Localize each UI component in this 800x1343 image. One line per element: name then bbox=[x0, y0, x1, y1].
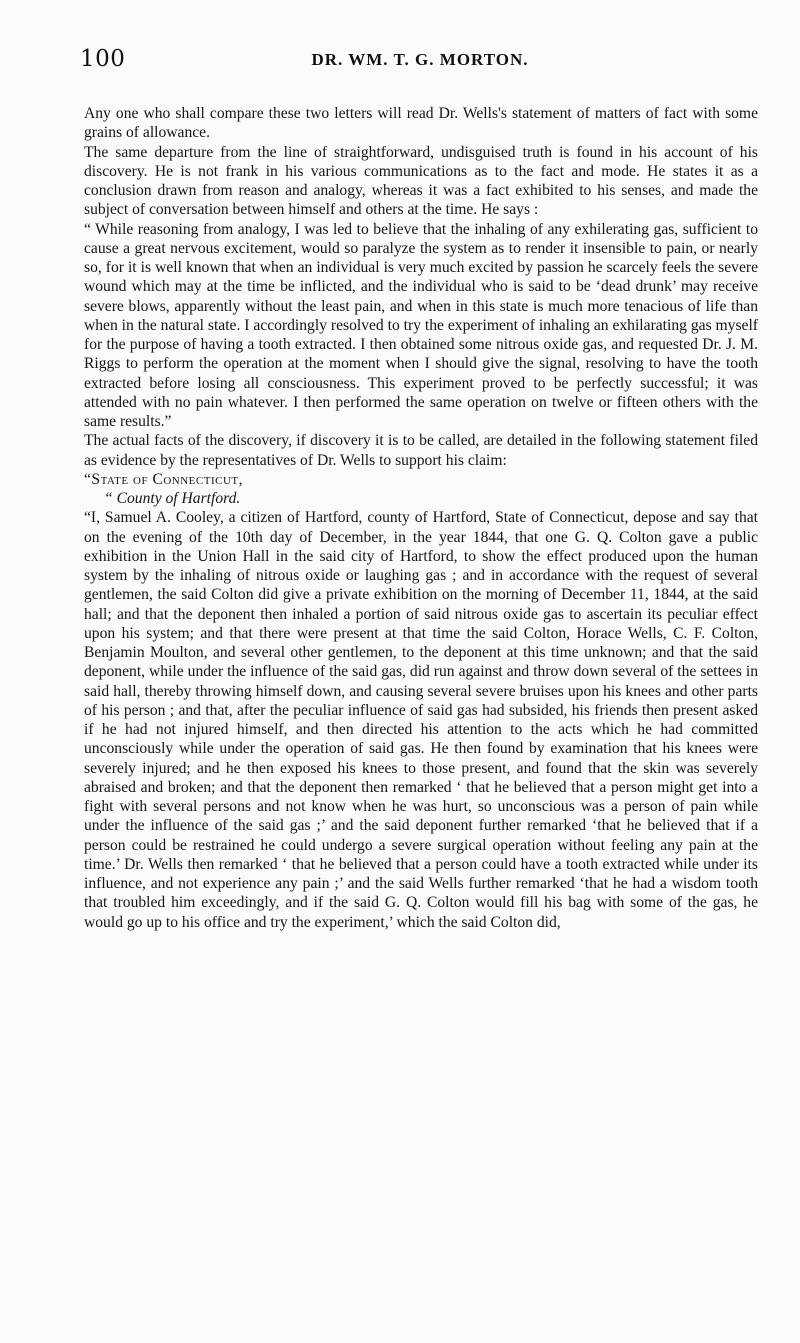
running-head: DR. WM. T. G. MORTON. bbox=[311, 50, 529, 69]
paragraph: Any one who shall compare these two letters will read Dr. Wells's statement of matters of fact with some grains of allowance. bbox=[84, 105, 758, 142]
quoted-paragraph: “ While reasoning from analogy, I was led to believe that the inhaling of any exhilerating gas, sufficient to cause a great nervous excitement, would so paralyze the system as to render it insensible to pain, or nearly so, for it is well known that when an individual is very much excited by passion he scarcely feels the severe wound which may at the time be inflicted, and the individual who is said to be ‘dead drunk’ may receive severe blows, apparently without the least pain, and when in this state is much more tenacious of life than when in the natural state. I accordingly resolved to try the experiment of inhaling an exhilarating gas myself for the purpose of having a tooth extracted. I then obtained some nitrous oxide gas, and requested Dr. J. M. Riggs to perform the operation at the moment when I should give the signal, resolving to have the tooth extracted before losing all consciousness. This experiment proved to be perfectly successful; it was attended with no pain whatever. I then performed the same operation on twelve or fifteen others with the same results.” bbox=[84, 220, 758, 430]
county-heading: “ County of Hartford. bbox=[104, 490, 241, 507]
state-heading: “State of Connecticut, bbox=[84, 470, 244, 488]
page-header bbox=[80, 46, 760, 74]
page-number: 100 bbox=[80, 46, 126, 72]
deposition-paragraph: “I, Samuel A. Cooley, a citizen of Hartford, county of Hartford, State of Connecticut, depose and say that on the evening of the 10th day of December, in the year 1844, that one G. Q. Colton gave a public exhibition in the Union Hall in the said city of Hartford, to show the effect produced upon the human system by the inhaling of nitrous oxide or laughing gas ; and in accordance with the request of several gentlemen, the said Colton did give a private exhibition on the morning of December 11, 1844, at the said hall; and that the deponent then inhaled a portion of said nitrous oxide gas to ascertain its peculiar effect upon his system; and that there were present at that time the said Colton, Horace Wells, C. F. Colton, Benjamin Moulton, and several other gentlemen, to the deponent at this time unknown; and that the said deponent, while under the influence of the said gas, did run against and throw down several of the settees in said hall, thereby throwing himself down, and causing several severe bruises upon his knees and other parts of his person ; and that, after the peculiar influence of said gas had subsided, his friends then present asked if he had not injured himself, and then directed his attention to the acts which he had committed unconsciously while under the operation of said gas. He then found by examination that his knees were severely injured; and he then exposed his knees to those present, and found that the skin was severely abraised and broken; and that the deponent then remarked ‘ that he believed that a person might get into a fight with several persons and not know when he was hurt, so unconscious was a person of pain while under the influence of the said gas ;’ and the said deponent further remarked ‘that he believed that if a person could be restrained he could undergo a severe surgical operation without feeling any pain at the time.’ Dr. Wells then remarked ‘ that he believed that a person could have a tooth extracted while under its influence, and not experience any pain ;’ and the said Wells further remarked ‘that he had a wisdom tooth that troubled him exceedingly, and if the said G. Q. Colton would fill his bag with some of the gas, he would go up to his office and try the experiment,’ which the said Colton did, bbox=[84, 509, 758, 931]
paragraph: The actual facts of the discovery, if discovery it is to be called, are detailed in the following statement filed as evidence by the representatives of Dr. Wells to support his claim: bbox=[84, 432, 758, 469]
body-text bbox=[84, 104, 758, 932]
paragraph: The same departure from the line of straightforward, undisguised truth is found in his account of his discovery. He is not frank in his various communications as to the fact and mode. He states it as a conclusion drawn from reason and analogy, whereas it was a fact exhibited to his senses, and made the subject of conversation between himself and others at the time. He says : bbox=[84, 143, 758, 219]
